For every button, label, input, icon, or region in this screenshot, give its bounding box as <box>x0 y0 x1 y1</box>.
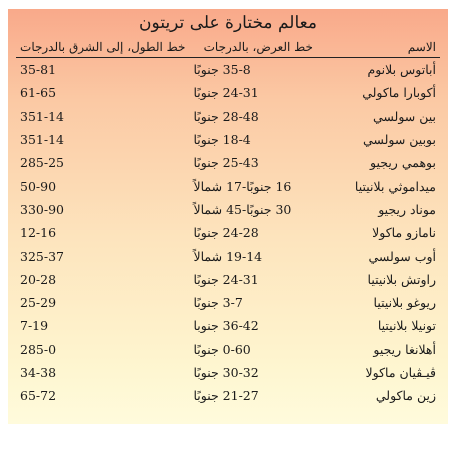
table-title: معالم مختارة على تريتون <box>139 13 317 33</box>
cell-latitude: 18-4 جنوبًا <box>193 132 251 148</box>
cell-name: ميداموثي بلانيتيا <box>354 178 436 194</box>
cell-latitude: 35-8 جنوبًا <box>193 62 251 78</box>
cell-latitude: 21-27 جنوبًا <box>193 388 259 404</box>
table-row <box>16 128 440 151</box>
cell-latitude: 19-14 شمالاً <box>193 248 263 264</box>
cell-latitude: 24-31 جنوبًا <box>193 85 259 101</box>
cell-latitude: 28-48 جنوبًا <box>193 108 259 124</box>
table-body <box>16 58 440 408</box>
table-row <box>16 338 440 361</box>
cell-latitude: 30-32 جنوبًا <box>193 365 259 380</box>
cell-latitude: 36-42 جنوبا <box>193 318 259 334</box>
cell-longitude: 25-29 <box>20 295 57 311</box>
cell-longitude: 12-16 <box>20 225 57 241</box>
table-row <box>16 268 440 291</box>
cell-longitude: 34-38 <box>20 365 57 380</box>
table-row <box>16 314 440 337</box>
cell-latitude: 25-43 جنوبًا <box>193 155 259 171</box>
cell-name: بوبين سولسي <box>363 132 436 148</box>
cell-name: موناد ريجيو <box>378 201 436 217</box>
header-longitude: خط الطول، إلى الشرق بالدرجات <box>16 37 189 58</box>
cell-latitude: 0-60 جنوبًا <box>193 341 251 357</box>
cell-latitude: 24-28 جنوبًا <box>193 225 259 241</box>
table-row <box>16 244 440 267</box>
table-row <box>16 291 440 314</box>
cell-longitude: 50-90 <box>20 178 57 194</box>
header-latitude: خط العرض، بالدرجات <box>189 37 317 58</box>
cell-name: تونيلا بلانيتيا <box>377 318 436 334</box>
cell-name: أباتوس بلانوم <box>367 62 436 78</box>
cell-name: زين ماكولي <box>375 388 436 404</box>
cell-name: بوهمي ريجيو <box>370 155 436 171</box>
table-row <box>16 174 440 197</box>
table-header <box>16 37 440 58</box>
table-row <box>16 198 440 221</box>
table-row <box>16 58 440 82</box>
cell-longitude: 351-14 <box>20 108 64 124</box>
cell-longitude: 325-37 <box>20 248 64 264</box>
header-name: الاسم <box>317 37 440 58</box>
cell-longitude: 65-72 <box>20 388 57 404</box>
landmarks-table-panel <box>8 9 448 424</box>
cell-longitude: 20-28 <box>20 271 57 287</box>
cell-latitude: 30 جنوبًا-45 شمالاً <box>193 201 292 217</box>
cell-latitude: 16 جنوبًا-17 شمالاً <box>193 178 292 194</box>
cell-name: أوب سولسي <box>368 248 436 264</box>
cell-longitude: 330-90 <box>20 201 64 217</box>
cell-name: نامازو ماكولا <box>372 225 436 241</box>
table-row <box>16 105 440 128</box>
cell-name: أكوبارا ماكولي <box>362 85 436 101</box>
cell-latitude: 24-31 جنوبًا <box>193 271 259 287</box>
header-row <box>16 37 440 58</box>
cell-name: أهلانغا ريجيو <box>373 341 436 357</box>
table-row <box>16 384 440 407</box>
table-row <box>16 221 440 244</box>
cell-name: راوتش بلانيتيا <box>367 271 436 287</box>
cell-longitude: 351-14 <box>20 132 64 148</box>
cell-longitude: 61-65 <box>20 85 57 101</box>
table-row <box>16 361 440 384</box>
cell-name: ريوغو بلانيتيا <box>373 295 436 311</box>
landmarks-table <box>16 37 440 407</box>
cell-latitude: 3-7 جنوبًا <box>193 295 243 311</box>
table-row <box>16 81 440 104</box>
cell-longitude: 35-81 <box>20 62 57 78</box>
cell-longitude: 285-0 <box>20 341 57 357</box>
cell-longitude: 7-19 <box>20 318 49 334</box>
cell-name: ڤيـڤيان ماكولا <box>365 365 436 380</box>
cell-longitude: 285-25 <box>20 155 64 171</box>
table-row <box>16 151 440 174</box>
cell-name: بين سولسي <box>372 108 436 124</box>
